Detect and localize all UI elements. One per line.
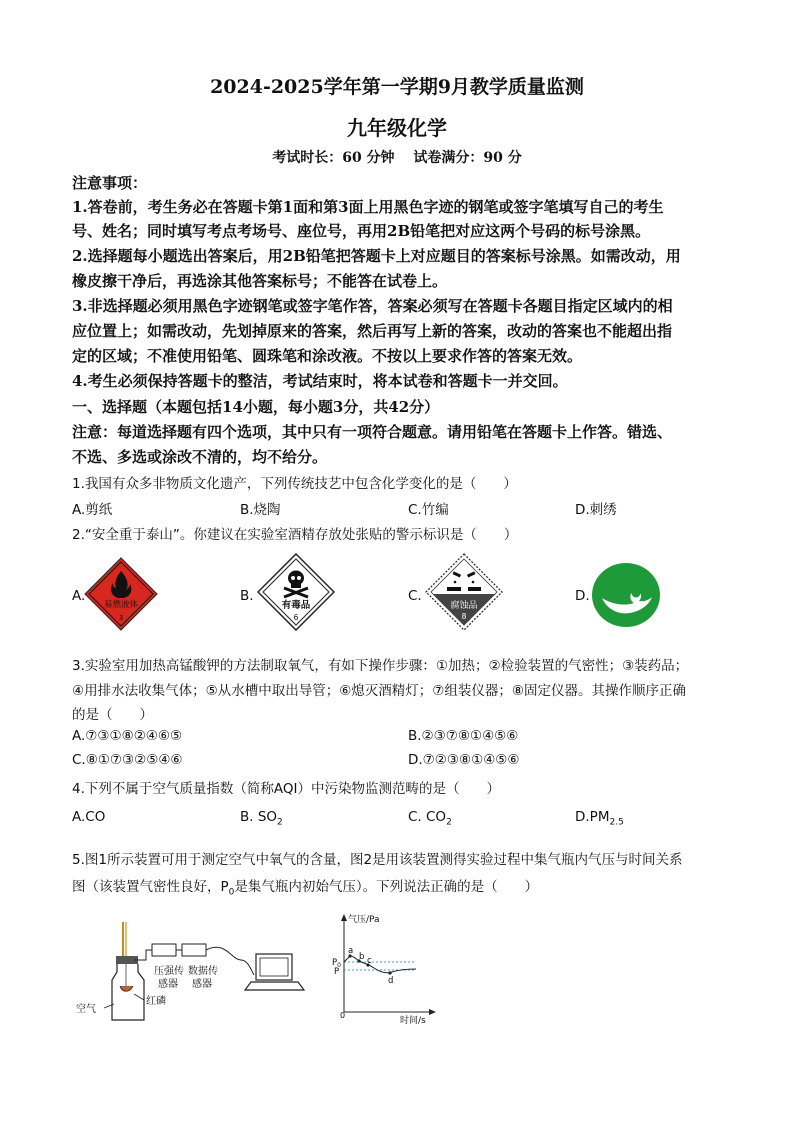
q5-stem: 5.图1所示装置可用于测定空气中氧气的含量，图2是用该装置测得实验过程中集气瓶内气压与时间关系 [72,852,683,868]
q2-option-b: B. [240,588,254,604]
section-heading: 一、选择题（本题包括14小题，每小题3分，共42分） [72,398,440,416]
graph-p-label: P [334,967,340,977]
q1-option-c: C.竹编 [408,502,449,518]
q3-option-d: D.⑦②③⑧①④⑤⑥ [408,752,520,768]
q3-option-a: A.⑦③①⑧②④⑥⑤ [72,728,183,744]
q3-option-b: B.②③⑦⑧①④⑤⑥ [408,728,519,744]
toxic-sign-label: 有毒品 [281,600,311,611]
q4-option-a: A.CO [72,809,106,825]
note-line: 号、姓名；同时填写考点考场号、座位号，再用2B铅笔把对应这两个号码的标号涂黑。 [72,222,651,240]
note-line: 3.非选择题必须用黑色字迹钢笔或签字笔作答，答案必须写在答题卡各题目指定区域内的相 [72,297,673,315]
q4-option-b: B. $SO_2$ [240,809,283,828]
q2-option-c: C. [408,588,422,604]
figure2-pressure-graph [328,912,440,1024]
q4-stem: 4.下列不属于空气质量指数（简称AQI）中污染物监测范畴的是（ ） [72,781,500,797]
toxic-sign [257,553,335,631]
q1-option-d: D.刺绣 [575,502,617,518]
q3-stem: 的是（ ） [72,707,153,723]
graph-origin: 0 [340,1011,346,1020]
note-line: 应位置上；如需改动，先划掉原来的答案，然后再写上新的答案，改动的答案也不能超出指 [72,322,673,340]
q3-stem: 3.实验室用加热高锰酸钾的方法制取氧气，有如下操作步骤：①加热；②检验装置的气密性；③装药品； [72,658,689,674]
figure1-apparatus [76,920,316,1030]
corrosive-sign [425,553,503,631]
air-label: 空气 [76,1004,96,1015]
note-line: 4.考生必须保持答题卡的整洁，考试结束时，将本试卷和答题卡一并交回。 [72,372,568,390]
q1-option-b: B.烧陶 [240,502,281,518]
note-line: 定的区域；不准使用铅笔、圆珠笔和涂改液。不按以上要求作答的答案无效。 [72,347,583,365]
data-sensor-label: 感器 [192,979,212,990]
flammable-sign-label: 易燃液体 [103,600,139,610]
section-note: 注意：每道选择题有四个选项，其中只有一项符合题意。请用铅笔在答题卡上作答。错选、 [72,423,673,441]
data-sensor-label: 数据传 [188,966,218,977]
q1-option-a: A.剪纸 [72,502,113,518]
q4-option-d: $D.PM_{2.5}$ [575,809,624,828]
exam-subject: 九年级化学 [347,116,447,140]
notes-heading: 注意事项： [72,174,148,192]
q2-stem: 2.“安全重于泰山”。你建议在实验室酒精存放处张贴的警示标识是（ ） [72,527,518,543]
graph-point-d: d [388,976,394,986]
q2-option-d: D. [575,588,590,604]
flammable-sign-number: 3 [118,614,124,622]
red-phosphorus-label: 红磷 [146,996,166,1007]
corrosive-sign-number: 8 [461,612,467,621]
pressure-sensor-label: 感器 [158,979,178,990]
graph-point-b: b [359,952,365,962]
graph-ylabel: 气压/Pa [348,915,380,925]
graph-point-a: a [348,946,354,956]
flammable-liquid-sign [84,557,158,631]
eco-green-symbol [591,562,661,628]
q1-stem: 1.我国有众多非物质文化遗产，下列传统技艺中包含化学变化的是（ ） [72,476,517,492]
exam-info: 考试时长：60 分钟 试卷满分：90 分 [272,150,522,166]
note-line: 2.选择题每小题选出答案后，用2B铅笔把答题卡上对应题目的答案标号涂黑。如需改动，用 [72,247,681,265]
q3-stem: ④用排水法收集气体；⑤从水槽中取出导管；⑥熄灭酒精灯；⑦组装仪器；⑧固定仪器。其操作顺序正确 [72,683,687,699]
graph-xlabel: 时间/s [400,1016,426,1024]
note-line: 1.答卷前，考生务必在答题卡第1面和第3面上用黑色字迹的钢笔或签字笔填写自己的考生 [72,198,664,216]
graph-point-c: c [367,956,372,966]
pressure-sensor-label: 压强传 [154,966,184,977]
q5-stem: 图（该装置气密性良好，$P_0$是集气瓶内初始气压）。下列说法正确的是（ ） [72,879,539,898]
q2-option-a: A. [72,588,86,604]
q4-option-c: C. $CO_2$ [408,809,452,828]
corrosive-sign-label: 腐蚀品 [450,601,478,611]
graph-p0-label: $P_0$ [332,958,341,969]
q3-option-c: C.⑧①⑦③②⑤④⑥ [72,752,183,768]
section-note: 不选、多选或涂改不清的，均不给分。 [72,448,328,466]
exam-title: 2024-2025学年第一学期9月教学质量监测 [210,76,584,98]
toxic-sign-number: 6 [293,613,299,622]
note-line: 橡皮擦干净后，再选涂其他答案标号；不能答在试卷上。 [72,272,448,290]
